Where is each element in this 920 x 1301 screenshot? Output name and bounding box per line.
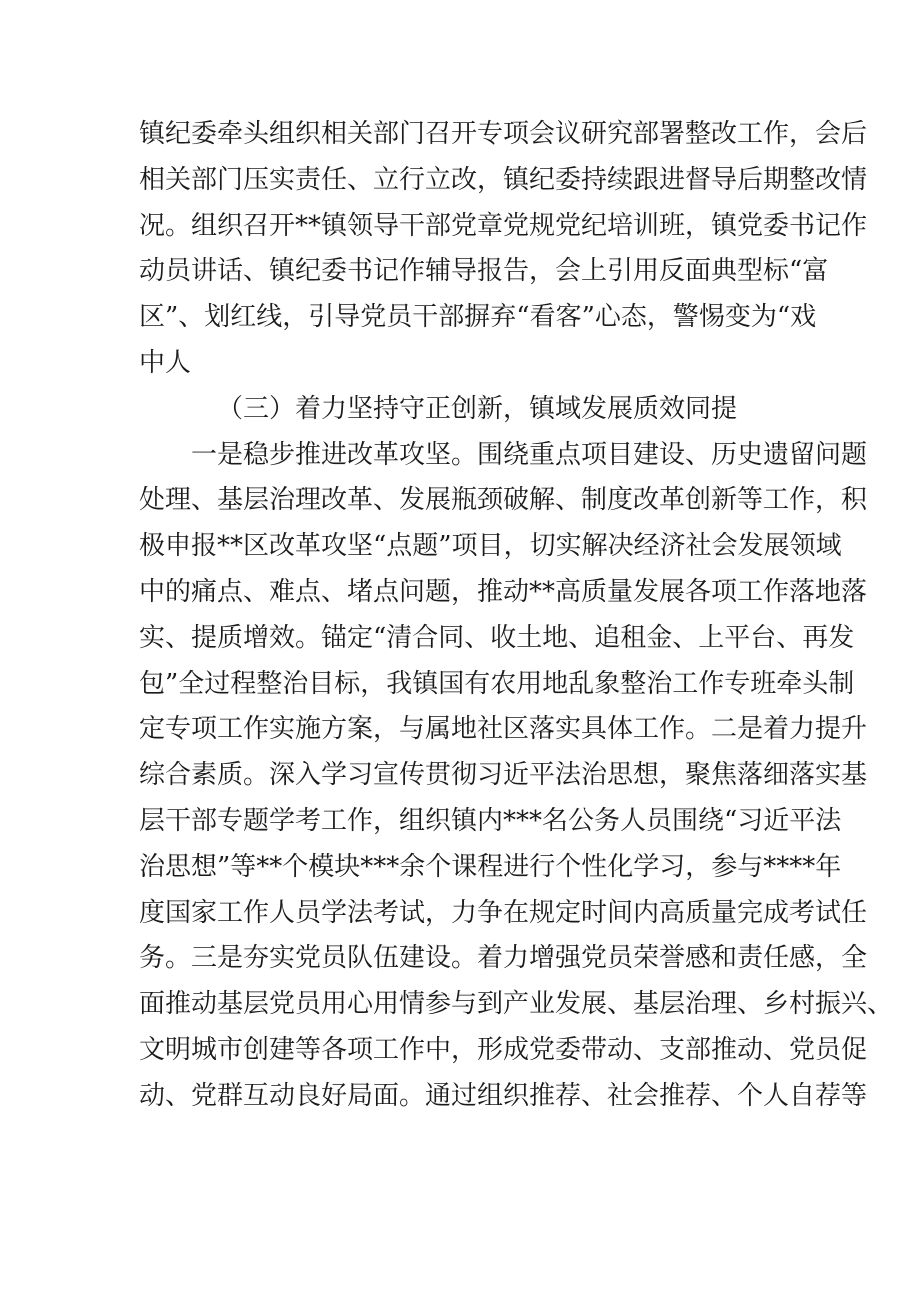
paragraph-line: 况。组织召开**镇领导干部党章党规党纪培训班，镇党委书记作 xyxy=(139,210,868,241)
paragraph-line: 镇纪委牵头组织相关部门召开专项会议研究部署整改工作，会后 xyxy=(139,119,868,149)
paragraph-line: 治思想”等**个模块***余个课程进行个性化学习，参与****年 xyxy=(139,851,842,882)
paragraph-line: 动、党群互动良好局面。通过组织推荐、社会推荐、个人自荐等 xyxy=(139,1080,868,1111)
paragraph-line: 处理、基层治理改革、发展瓶颈破解、制度改革创新等工作，积 xyxy=(139,485,868,516)
paragraph-line: 包”全过程整治目标，我镇国有农用地乱象整治工作专班牵头制 xyxy=(139,668,855,699)
paragraph-line: 中人 xyxy=(139,347,192,378)
document-body xyxy=(139,112,894,1120)
paragraph-line: 一是稳步推进改革攻坚。围绕重点项目建设、历史遗留问题 xyxy=(191,439,868,470)
paragraph-line: 极申报**区改革攻坚“点题”项目，切实解决经济社会发展领域 xyxy=(139,531,842,562)
paragraph-line: 务。三是夯实党员队伍建设。着力增强党员荣誉感和责任感，全 xyxy=(139,943,868,974)
paragraph-line: 度国家工作人员学法考试，力争在规定时间内高质量完成考试任 xyxy=(139,897,868,928)
paragraph-line: 综合素质。深入学习宣传贯彻习近平法治思想，聚焦落细落实基 xyxy=(139,760,868,791)
paragraph-line: 动员讲话、镇纪委书记作辅导报告，会上引用反面典型标“富 xyxy=(139,256,829,287)
paragraph-line: 相关部门压实责任、立行立改，镇纪委持续跟进督导后期整改情 xyxy=(139,164,868,195)
paragraph-line: 面推动基层党员用心用情参与到产业发展、基层治理、乡村振兴、 xyxy=(139,989,894,1020)
paragraph-line: 实、提质增效。锚定“清合同、收土地、追租金、上平台、再发 xyxy=(139,622,855,653)
paragraph-line: 文明城市创建等各项工作中，形成党委带动、支部推动、党员促 xyxy=(139,1034,868,1065)
paragraph-line: 区”、划红线，引导党员干部摒弃“看客”心态，警惕变为“戏 xyxy=(139,302,817,333)
section-heading: （三）着力坚持守正创新，镇域发展质效同提 xyxy=(217,393,738,424)
paragraph-line: 中的痛点、难点、堵点问题，推动**高质量发展各项工作落地落 xyxy=(139,576,868,607)
paragraph-line: 定专项工作实施方案，与属地社区落实具体工作。二是着力提升 xyxy=(139,714,868,745)
paragraph-line: 层干部专题学考工作，组织镇内***名公务人员围绕“习近平法 xyxy=(139,805,842,836)
